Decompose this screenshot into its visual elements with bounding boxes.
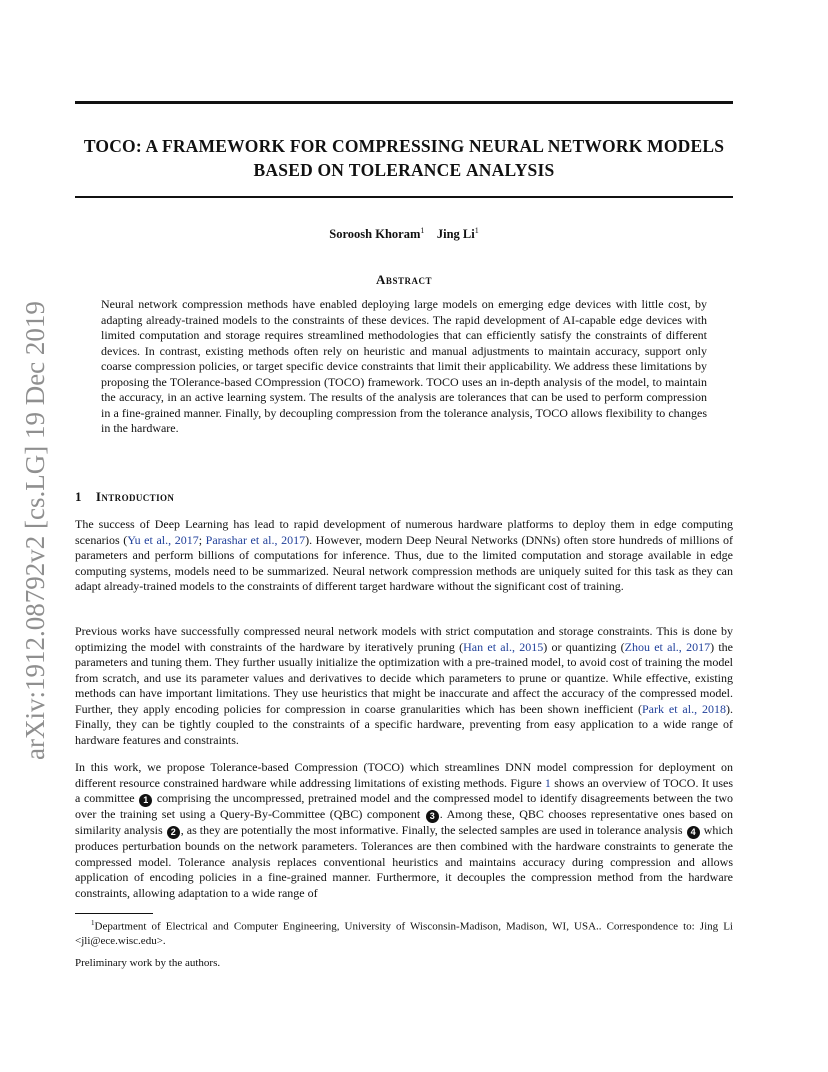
citation-link[interactable]: Parashar et al., 2017 [205, 532, 306, 547]
citation-link[interactable]: Han et al., 2015 [463, 639, 544, 654]
title-line-1: TOCO: A FRAMEWORK FOR COMPRESSING NEURAL NETWORK MODELS [83, 136, 725, 156]
step-marker-icon: 2 [167, 826, 180, 839]
paragraph: Previous works have successfully compressed neural network models with strict computation and storage constraints. This is done by optimizing the model with constraints of the hardware by iteratively pruning (Han et al., 2015) or quantizing (Zhou et al., 2017) the parameters and tuning them. They further usually initialize the optimization with a pre-trained model, to avoid cost of training the model from scratch, and use its parameter values and derivatives to decide which parameters to prune or quantize. While effective, existing methods can have important limitations. They use heuristics that might be inaccurate and affect the accuracy of the compressed model. Further, they apply encoding policies for compression in coarse granularities which has been shown inefficient (Park et al., 2018). Finally, they can be tightly coupled to the constraints of a specific hardware, preventing from easy application to a wide range of hardware features and constraints. [75, 624, 733, 747]
abstract-text: Neural network compression methods have enabled deploying large models on emerging edge devices with little cost, by adapting already-trained models to the constraints of these devices. The rapid development of AI-capable edge devices with limited computation and storage requires streamlined methodologies that can efficiently satisfy the constraints of different devices. In contrast, existing methods often rely on heuristic and manual adjustments to maintain accuracy, support only coarse compression policies, or target specific device constraints that limit their applicability. We address these limitations by proposing the TOlerance-based COmpression (TOCO) framework. TOCO uses an in-depth analysis of the model, to maintain the accuracy, in an active learning system. The results of the analysis are tolerances that can be used to perform compression in a fine-grained manner. Finally, by decoupling compression from the tolerance analysis, TOCO allows flexibility to changes in the hardware. [101, 297, 707, 435]
footnote-text: Department of Electrical and Computer Engineering, University of Wisconsin-Madison, Madison, WI, USA.. Correspondence to: Jing Li <jli@ece.wisc.edu>. [75, 920, 733, 948]
step-marker-icon: 4 [687, 826, 700, 839]
section-number: 1 [75, 489, 82, 504]
step-marker-icon: 3 [426, 810, 439, 823]
author-name: Soroosh Khoram [329, 227, 421, 242]
citation-link[interactable]: Yu et al., 2017 [127, 532, 199, 547]
author-name: Jing Li [436, 227, 475, 242]
figure-reference-link[interactable]: 1 [544, 775, 551, 790]
paragraph: In this work, we propose Tolerance-based Compression (TOCO) which streamlines DNN model compression for deployment on different resource constrained hardware while addressing limitations of existing methods. Figure 1 shows an overview of TOCO. It uses a committee 1 comprising the uncompressed, pretrained model and the compressed model to identify disagreements between the two over the training set using a Query-By-Committee (QBC) component 3 . Among these, QBC chooses representative ones based on similarity analysis 2 , as they are potentially the most informative. Finally, the selected samples are used in tolerance analysis 4 which produces perturbation bounds on the network parameters. Tolerances are then combined with the hardware constraints to generate the compressed model. Tolerance analysis replaces conventional heuristics and maintains accuracy during compression and allows application of encoding policies in a fine-grained manner. Furthermore, it decouples the compression method from the hardware constraints, allowing adaptation to a wide range of [75, 760, 734, 900]
footnote [75, 916, 733, 949]
footnote-mark: 1 [91, 919, 95, 927]
title-line-2: BASED ON TOLERANCE ANALYSIS [253, 160, 555, 180]
paper-title [75, 134, 733, 182]
title-bottom-rule [75, 196, 733, 198]
title-top-rule [75, 101, 733, 104]
abstract-heading: Abstract [376, 272, 432, 287]
citation-link[interactable]: Zhou et al., 2017 [624, 639, 711, 654]
step-marker-icon: 1 [139, 794, 152, 807]
author-list [75, 226, 733, 242]
section-title: Introduction [95, 489, 175, 504]
affiliation-mark: 1 [420, 226, 425, 235]
citation-link[interactable]: Park et al., 2018 [641, 701, 726, 716]
arxiv-sidebar-stamp: arXiv:1912.08792v2 [cs.LG] 19 Dec 2019 [20, 301, 50, 760]
affiliation-mark: 1 [474, 226, 479, 235]
footnote-rule [75, 913, 153, 914]
section-heading-introduction [75, 489, 174, 505]
paragraph: The success of Deep Learning has lead to rapid development of numerous hardware platforms to deploy them in edge computing scenarios (Yu et al., 2017; Parashar et al., 2017). However, modern Deep Neural Networks (DNNs) often store hundreds of millions of parameters and perform billions of computations for inference. Thus, due to the limited computation and storage available in edge computing systems, models need to be summarized. Neural network compression methods are uniquely suited for this task as they can adapt already-trained models to the constraints of different target hardware without the significant cost of training. [75, 517, 733, 593]
preliminary-note: Preliminary work by the authors. [75, 957, 221, 969]
